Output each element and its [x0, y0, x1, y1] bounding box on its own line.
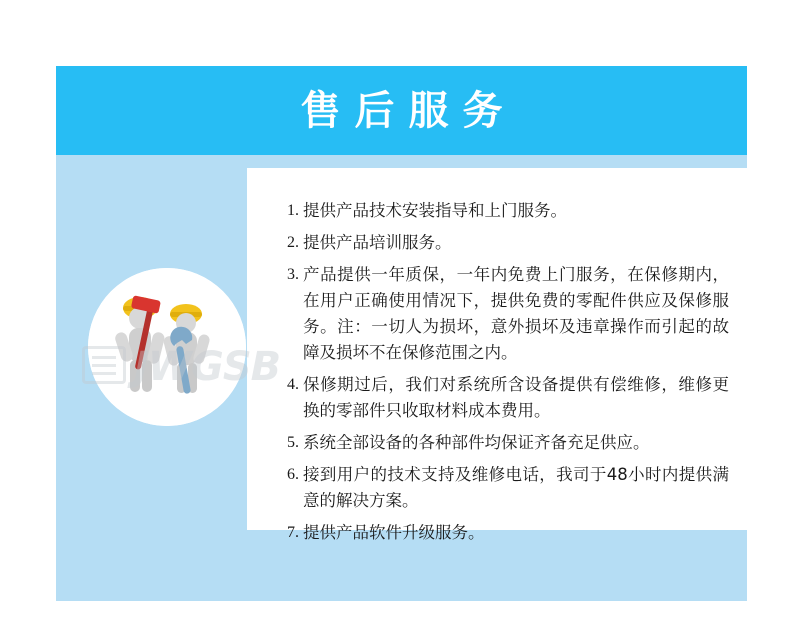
workers-illustration-icon	[88, 268, 246, 426]
list-item	[273, 372, 729, 424]
list-item-number: 3.	[287, 266, 299, 283]
list-item	[273, 462, 729, 514]
list-item-number: 6.	[287, 466, 299, 483]
list-item	[273, 262, 729, 366]
list-item-number: 7.	[287, 524, 299, 541]
list-item-text: 系统全部设备的各种部件均保证齐备充足供应。	[303, 433, 650, 452]
list-item-number: 2.	[287, 234, 299, 251]
page-title: 售后服务	[300, 87, 517, 134]
watermark-text: JWGSB	[134, 344, 281, 390]
list-item	[273, 430, 729, 456]
list-item	[273, 198, 729, 224]
list-item-text: 产品提供一年质保，一年内免费上门服务，在保修期内，在用户正确使用情况下，提供免费的零配件供应及保修服务。注：一切人为损坏，意外损坏及违章操作而引起的故障及损坏不在保修范围之内。	[303, 265, 729, 362]
list-item-number: 4.	[287, 376, 299, 393]
list-item-number: 5.	[287, 434, 299, 451]
list-item	[273, 520, 729, 546]
list-item-text: 提供产品软件升级服务。	[303, 523, 485, 542]
header-bar	[56, 66, 747, 155]
list-item	[273, 230, 729, 256]
list-item-number: 1.	[287, 202, 299, 219]
service-card	[247, 168, 747, 542]
service-list	[247, 168, 747, 546]
list-item-text: 接到用户的技术支持及维修电话，我司于48小时内提供满意的解决方案。	[303, 465, 729, 510]
list-item-text: 提供产品培训服务。	[303, 233, 452, 252]
list-item-text: 保修期过后，我们对系统所含设备提供有偿维修，维修更换的零部件只收取材料成本费用。	[303, 375, 729, 420]
list-item-text: 提供产品技术安装指导和上门服务。	[303, 201, 567, 220]
